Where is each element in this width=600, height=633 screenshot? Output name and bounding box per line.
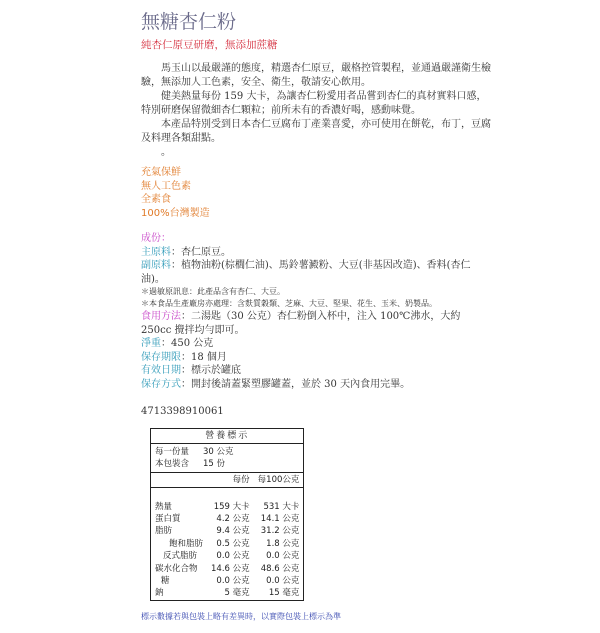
nutrient-per-serving: 14.6 公克	[211, 563, 250, 574]
feature-list	[141, 166, 491, 220]
serving-size-value: 30 公克	[203, 447, 234, 457]
nutrient-row	[151, 587, 303, 599]
footnote: 標示數據若與包裝上略有差異時，以實際包裝上標示為準	[141, 611, 341, 621]
usage-label: 食用方法	[141, 311, 181, 322]
nutrient-name: 反式脂肪	[163, 551, 198, 562]
feature-item: 充氣保鮮	[141, 167, 181, 178]
serving-size-label: 每一份量	[155, 447, 190, 457]
usage-row	[141, 310, 491, 337]
column-header-row	[151, 473, 303, 488]
servings-label: 本包裝含	[155, 459, 190, 469]
sub-ingredient-row	[141, 259, 491, 286]
nutrient-per-serving: 4.2 公克	[216, 513, 250, 524]
allergen-info: ＊過敏原訊息：此產品含有杏仁、大豆。	[141, 287, 285, 296]
nutrient-name: 脂肪	[155, 526, 173, 537]
nutrient-per-100g: 0.0 公克	[266, 575, 300, 586]
col-per-serving: 每份	[207, 473, 254, 488]
product-description	[141, 62, 491, 160]
nutrient-per-100g: 48.6 公克	[260, 563, 300, 574]
expiry-value: ：標示於罐底	[181, 365, 241, 376]
nutrient-row	[151, 500, 303, 512]
intro-dot: 。	[161, 147, 171, 158]
expiry-label: 有效日期	[141, 365, 181, 376]
nutrient-per-100g: 15 毫克	[268, 588, 300, 599]
weight-value: ：450 公克	[161, 338, 214, 349]
shelf-life-row	[141, 351, 491, 365]
nutrient-row	[151, 538, 303, 550]
nutrient-name: 蛋白質	[155, 513, 181, 524]
intro-paragraph: 馬玉山以最嚴謹的態度，精選杏仁原豆，嚴格控管製程，並通過嚴謹衛生檢驗，無添加人工色素，安全、衛生，敬請安心飲用。	[141, 63, 491, 88]
product-details	[141, 232, 491, 391]
feature-item: 100%台灣製造	[141, 207, 210, 219]
weight-label: 淨重	[141, 338, 161, 349]
main-ingredient-value: ：杏仁原豆。	[171, 246, 231, 258]
nutrition-heading: 營養標示	[151, 429, 303, 444]
feature-item: 無人工色素	[141, 180, 191, 192]
nutrient-row	[151, 562, 303, 574]
nutrient-row	[151, 550, 303, 562]
barcode-number: 4713398910061	[141, 406, 224, 417]
nutrient-row	[151, 575, 303, 587]
servings-value: 15 份	[203, 459, 226, 469]
nutrient-per-100g: 1.8 公克	[266, 538, 300, 549]
main-ingredient-label: 主原料	[141, 246, 171, 258]
intro-paragraph: 本產品特別受到日本杏仁豆腐布丁產業喜愛，亦可使用在餅乾，布丁，豆腐及料理各類甜點。	[141, 119, 491, 144]
usage-value: ：二湯匙（30 公克）杏仁粉倒入杯中，注入 100℃沸水，大約 250cc 攪拌均勻即可。	[141, 311, 461, 336]
product-title: 無糖杏仁粉	[141, 11, 237, 33]
shelf-life-label: 保存期限	[141, 351, 181, 363]
nutrient-per-serving: 159 大卡	[213, 501, 250, 512]
ingredients-heading: 成份：	[141, 233, 171, 244]
nutrient-per-serving: 0.5 公克	[216, 538, 250, 549]
nutrient-per-serving: 5 毫克	[224, 588, 250, 599]
sub-ingredient-value: ：植物油粉(棕櫚仁油)、馬鈴薯澱粉、大豆(非基因改造)、香料(杏仁油)。	[141, 260, 471, 285]
facility-info: ＊本食品生產廠房亦處理：含麩質穀類、芝麻、大豆、堅果、花生、玉米、奶製品。	[141, 299, 437, 308]
nutrient-per-serving: 9.4 公克	[216, 526, 250, 537]
main-ingredient-row	[141, 246, 491, 260]
nutrient-per-100g: 0.0 公克	[266, 551, 300, 562]
nutrient-table	[151, 473, 303, 600]
nutrient-name: 糖	[161, 575, 170, 586]
nutrient-per-100g: 531 大卡	[263, 501, 300, 512]
intro-paragraph: 健美熱量每份 159 大卡，為讓杏仁粉愛用者品嘗到杏仁的真材實料口感，特別研磨保留微細杏仁顆粒；前所未有的香濃好喝，感動味覺。	[141, 91, 487, 116]
feature-item: 全素食	[141, 194, 171, 205]
product-subtitle: 純杏仁原豆研磨，無添加蔗糖	[141, 39, 278, 51]
expiry-row	[141, 364, 491, 378]
nutrition-facts-table	[150, 428, 304, 601]
serving-info	[151, 444, 303, 473]
storage-label: 保存方式	[141, 378, 181, 390]
storage-value: ：開封後請蓋緊塑膠罐蓋，並於 30 天內食用完畢。	[181, 378, 411, 390]
nutrient-per-serving: 0.0 公克	[216, 575, 250, 586]
nutrient-per-serving: 0.0 公克	[216, 551, 250, 562]
nutrient-name: 熱量	[155, 501, 173, 512]
nutrient-per-100g: 31.2 公克	[260, 526, 300, 537]
nutrient-name: 鈉	[155, 588, 164, 599]
nutrient-name: 飽和脂肪	[169, 538, 204, 549]
nutrient-row	[151, 525, 303, 537]
shelf-life-value: ：18 個月	[181, 351, 227, 363]
nutrient-row	[151, 513, 303, 525]
weight-row	[141, 337, 491, 351]
storage-row	[141, 378, 491, 392]
col-per-100g: 每100公克	[254, 473, 304, 488]
nutrient-name: 碳水化合物	[155, 563, 198, 574]
sub-ingredient-label: 副原料	[141, 260, 171, 271]
nutrient-per-100g: 14.1 公克	[260, 513, 300, 524]
